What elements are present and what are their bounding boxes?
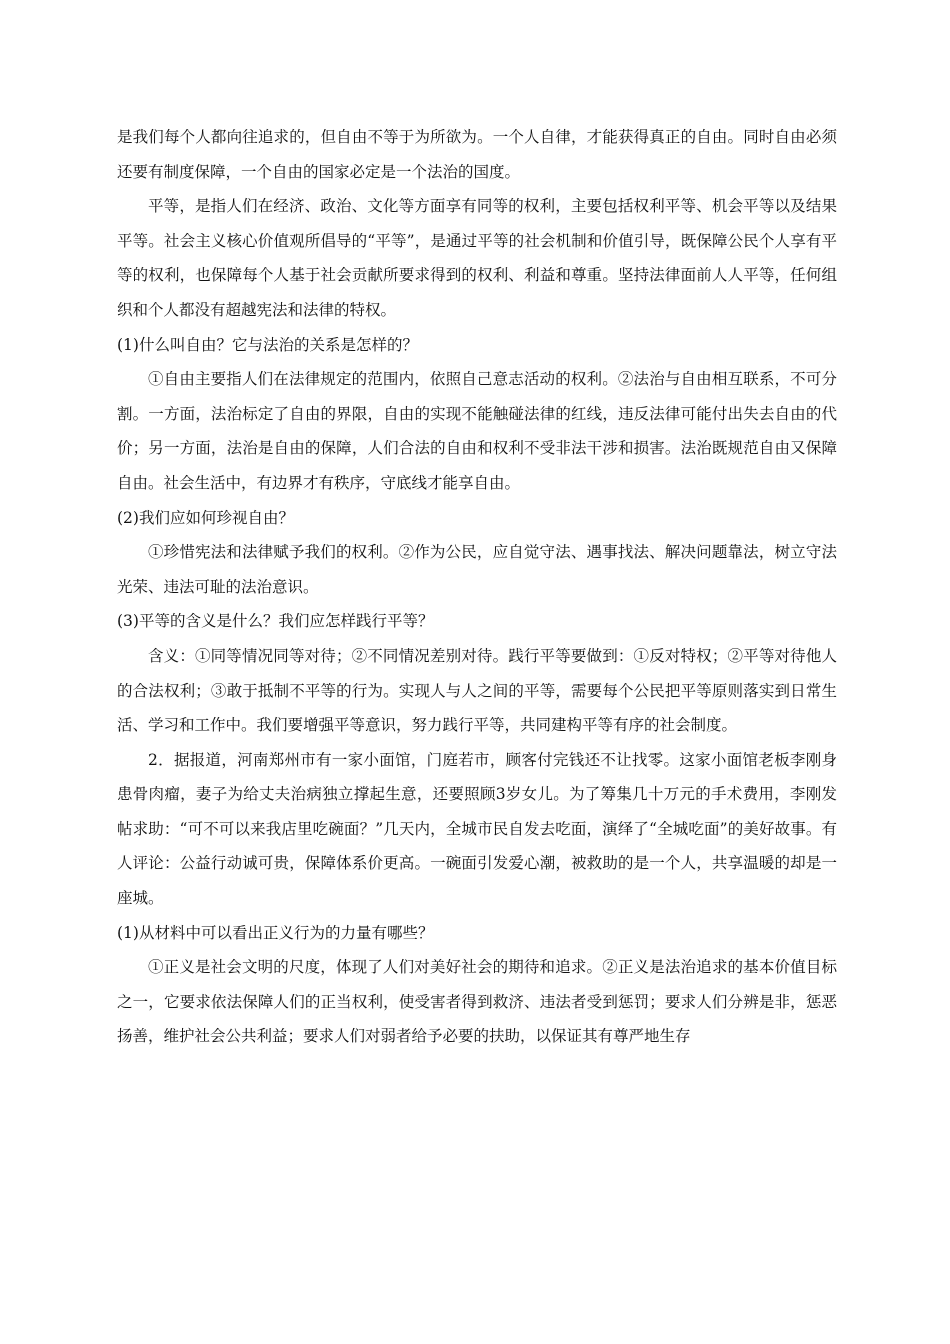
paragraph-freedom-continued: 是我们每个人都向往追求的，但自由不等于为所欲为。一个人自律，才能获得真正的自由。同时自由必须还要有制度保障，一个自由的国家必定是一个法治的国度。: [117, 128, 837, 181]
document-body: [117, 120, 837, 1054]
paragraph-equality: 平等，是指人们在经济、政治、文化等方面享有同等的权利，主要包括权利平等、机会平等以及结果平等。社会主义核心价值观所倡导的“平等”，是通过平等的社会机制和价值引导，既保障公民个人享有平等的权利，也保障每个人基于社会贡献所要求得到的权利、利益和尊重。坚持法律面前人人平等，任何组织和个人都没有超越宪法和法律的特权。: [117, 197, 837, 319]
answer-1-3: 含义：①同等情况同等对待；②不同情况差别对待。践行平等要做到：①反对特权；②平等对待他人的合法权利；③敢于抵制不平等的行为。实现人与人之间的平等，需要每个公民把平等原则落实到日常生活、学习和工作中。我们要增强平等意识，努力践行平等，共同建构平等有序的社会制度。: [117, 646, 837, 735]
answer-1-2: ①珍惜宪法和法律赋予我们的权利。②作为公民，应自觉守法、遇事找法、解决问题靠法，树立守法光荣、违法可耻的法治意识。: [117, 543, 837, 596]
material-2: 2．据报道，河南郑州市有一家小面馆，门庭若市，顾客付完钱还不让找零。这家小面馆老板李刚身患骨肉瘤，妻子为给丈夫治病独立撑起生意，还要照顾3岁女儿。为了筹集几十万元的手术费用，李刚发帖求助：“可不可以来我店里吃碗面？”几天内，全城市民自发去吃面，演绎了“全城吃面”的美好故事。有人评论：公益行动诚可贵，保障体系价更高。一碗面引发爱心潮，被救助的是一个人，共享温暖的却是一座城。: [117, 750, 837, 908]
answer-1-1: ①自由主要指人们在法律规定的范围内，依照自己意志活动的权利。②法治与自由相互联系，不可分割。一方面，法治标定了自由的界限，自由的实现不能触碰法律的红线，违反法律可能付出失去自由的代价；另一方面，法治是自由的保障，人们合法的自由和权利不受非法干涉和损害。法治既规范自由又保障自由。社会生活中，有边界才有秩序，守底线才能享自由。: [117, 370, 837, 492]
question-1-1: (1)什么叫自由？它与法治的关系是怎样的？: [117, 335, 418, 354]
question-2-1: (1)从材料中可以看出正义行为的力量有哪些？: [117, 923, 434, 942]
answer-2-1: ①正义是社会文明的尺度，体现了人们对美好社会的期待和追求。②正义是法治追求的基本价值目标之一，它要求依法保障人们的正当权利，使受害者得到救济、违法者受到惩罚；要求人们分辨是非，惩恶扬善，维护社会公共利益；要求人们对弱者给予必要的扶助，以保证其有尊严地生存: [117, 958, 837, 1046]
question-1-3: (3)平等的含义是什么？我们应怎样践行平等？: [117, 612, 434, 631]
question-1-2: (2)我们应如何珍视自由？: [117, 508, 294, 527]
